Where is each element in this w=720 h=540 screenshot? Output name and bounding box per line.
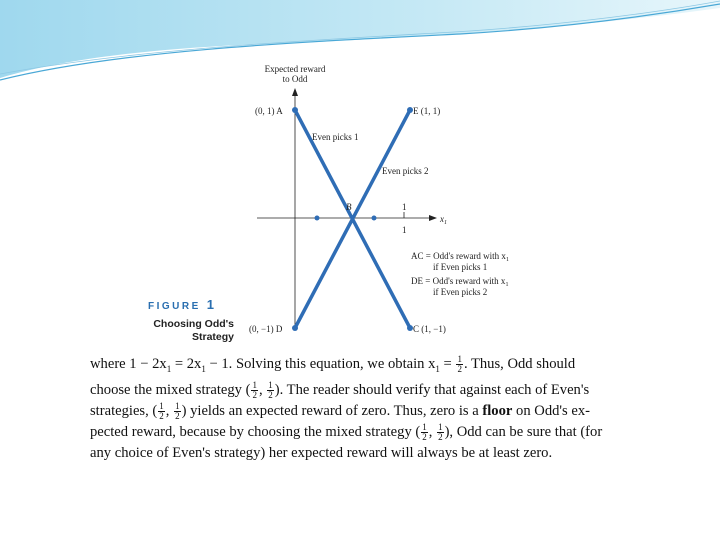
point-c-label: C (1, −1) <box>413 324 446 334</box>
line-label-even-2: Even picks 2 <box>382 166 429 176</box>
figure-caption-line1: Choosing Odd's <box>153 318 234 330</box>
floor-term: floor <box>482 402 513 419</box>
fraction-one-half: $\frac{1}{2}$ <box>252 380 257 401</box>
y-axis-arrow <box>292 88 298 96</box>
fraction-one-half: $\frac{1}{2}$ <box>438 422 443 443</box>
x-axis-dot-right <box>372 216 377 221</box>
tick-bottom-label: 1 <box>402 225 407 235</box>
legend-ac-line2: if Even picks 1 <box>433 262 488 272</box>
fraction-one-half: $\frac{1}{2}$ <box>175 401 180 422</box>
body-paragraph <box>90 354 696 464</box>
legend-de-line1: DE = Odd's reward with $x_1$ <box>411 276 509 288</box>
y-axis-label-line1: Expected reward <box>264 64 326 74</box>
point-d <box>292 325 298 331</box>
point-b-label: B <box>346 202 352 212</box>
paragraph-line-1: where $1 - 2x_1 = 2x_1 - 1$. Solving this equation, we obtain $x_1$ = $\frac{1}{2}$ . Thus, Odd should <box>90 354 576 375</box>
figure-number: 1 <box>206 297 215 312</box>
paragraph-line-4: pected reward, because by choosing the mixed strategy ( $\frac{1}{2}$ , $\frac{1}{2}$ ), Odd can be sure that (for <box>90 422 603 443</box>
point-e-label: E (1, 1) <box>413 106 441 116</box>
x-axis-arrow <box>429 215 437 221</box>
line-label-even-1: Even picks 1 <box>312 132 359 142</box>
paragraph-line-5: any choice of Even's strategy) her expected reward will always be at least zero. <box>90 444 553 461</box>
fraction-one-half: $\frac{1}{2}$ <box>268 380 273 401</box>
figure-caption-line2: Strategy <box>191 331 234 343</box>
x-axis-dot-left <box>315 216 320 221</box>
x-axis-label: $x_1$ <box>440 214 447 226</box>
paragraph-line-3: strategies, ( $\frac{1}{2}$ , $\frac{1}{2}$ ) yields an expected reward of zero. Thus, zero is a floor on Odd's ex- <box>90 401 591 422</box>
fraction-one-half: $\frac{1}{2}$ <box>457 354 462 375</box>
legend-de-line2: if Even picks 2 <box>433 287 488 297</box>
fraction-one-half: $\frac{1}{2}$ <box>422 422 427 443</box>
point-d-label: (0, −1) D <box>249 324 283 334</box>
legend-ac-line1: AC = Odd's reward with $x_1$ <box>411 251 509 263</box>
point-a <box>292 107 298 113</box>
fraction-one-half: $\frac{1}{2}$ <box>159 401 164 422</box>
y-axis-label-line2: to Odd <box>282 74 308 84</box>
figure-caption-block <box>148 296 238 344</box>
point-a-label: (0, 1) A <box>255 106 283 116</box>
figure-caption <box>152 318 234 344</box>
figure-word: FIGURE <box>148 301 201 312</box>
paragraph-line-2: choose the mixed strategy ( $\frac{1}{2}$ , $\frac{1}{2}$ ). The reader should verify that against each of Even's <box>90 380 590 401</box>
tick-top-label: 1 <box>402 202 407 212</box>
